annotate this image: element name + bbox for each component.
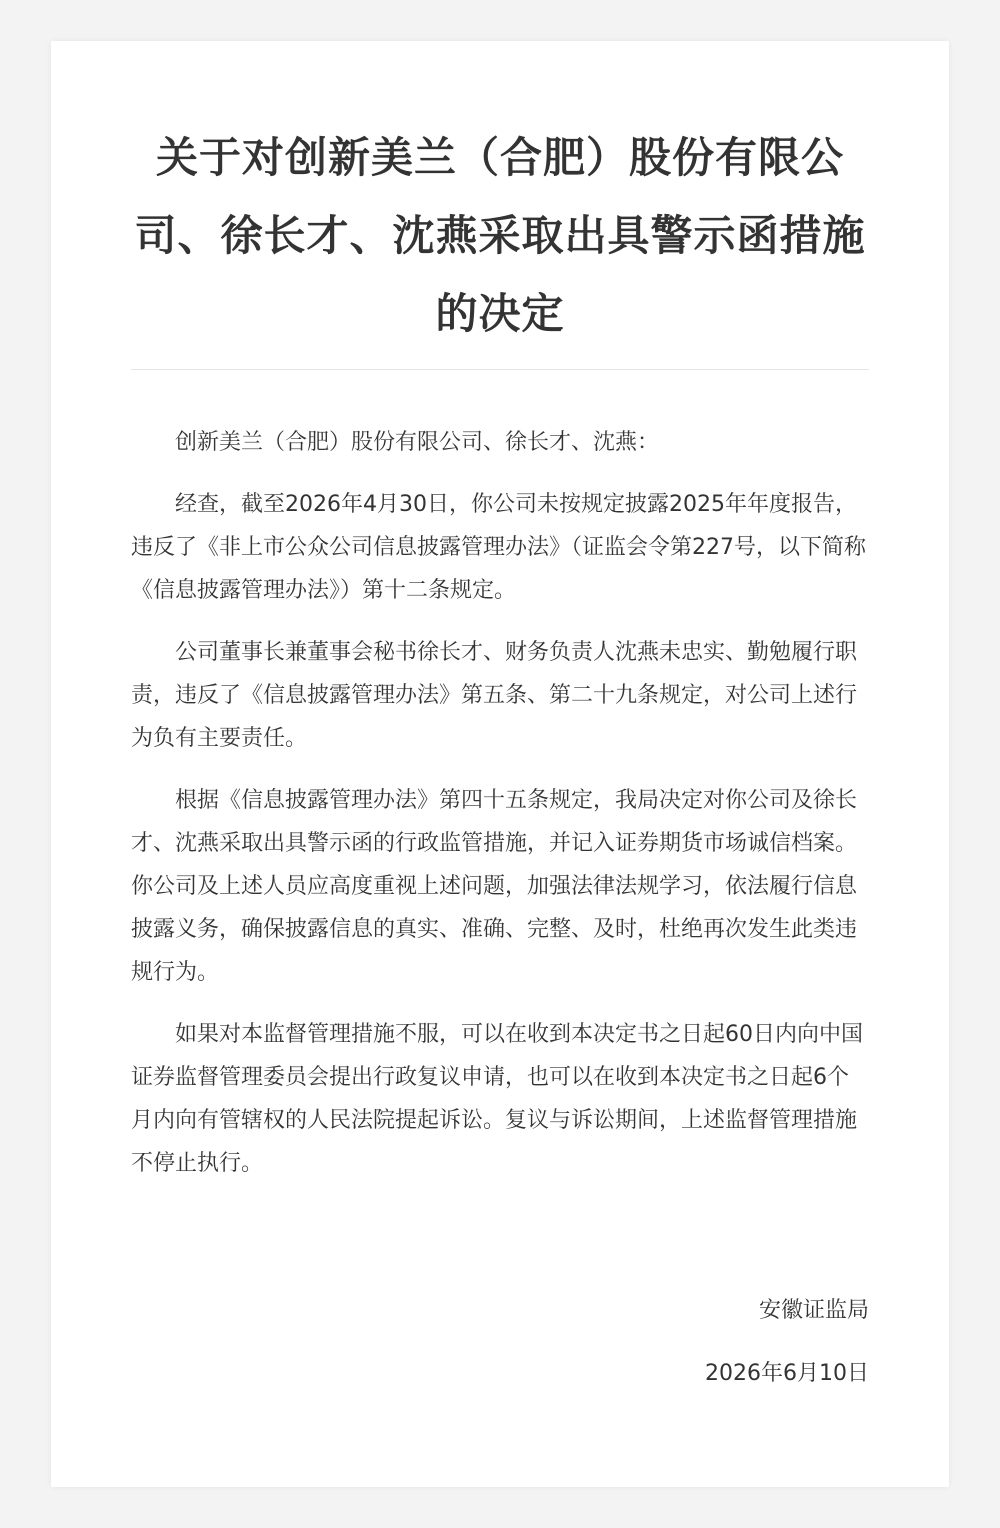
issue-date: 2026年6月10日 [705,1361,869,1386]
decision-paragraph: 根据《信息披露管理办法》第四十五条规定，我局决定对你公司及徐长才、沈燕采取出具警示函的行政监管措施，并记入证券期货市场诚信档案。你公司及上述人员应高度重视上述问题，加强法律法规学习，依法履行信息披露义务，确保披露信息的真实、准确、完整、及时，杜绝再次发生此类违规行为。 [131,788,858,985]
document-page [51,41,949,1487]
responsibility-paragraph: 公司董事长兼董事会秘书徐长才、财务负责人沈燕未忠实、勤勉履行职责，违反了《信息披露管理办法》第五条、第二十九条规定，对公司上述行为负有主要责任。 [131,640,858,751]
addressee-paragraph: 创新美兰（合肥）股份有限公司、徐长才、沈燕： [175,430,660,455]
findings-paragraph: 经查，截至2026年4月30日，你公司未按规定披露2025年年度报告，违反了《非上市公众公司信息披露管理办法》（证监会令第227号，以下简称《信息披露管理办法》）第十二条规定。 [131,492,866,603]
title-divider [131,369,869,370]
document-title: 关于对创新美兰（合肥）股份有限公司、徐长才、沈燕采取出具警示函措施的决定 [134,133,866,338]
issuer-name: 安徽证监局 [758,1298,869,1323]
appeal-paragraph: 如果对本监督管理措施不服，可以在收到本决定书之日起60日内向中国证券监督管理委员会提出行政复议申请，也可以在收到本决定书之日起6个月内向有管辖权的人民法院提起诉讼。复议与诉讼期间，上述监督管理措施不停止执行。 [131,1022,863,1176]
document-body [131,421,869,1204]
